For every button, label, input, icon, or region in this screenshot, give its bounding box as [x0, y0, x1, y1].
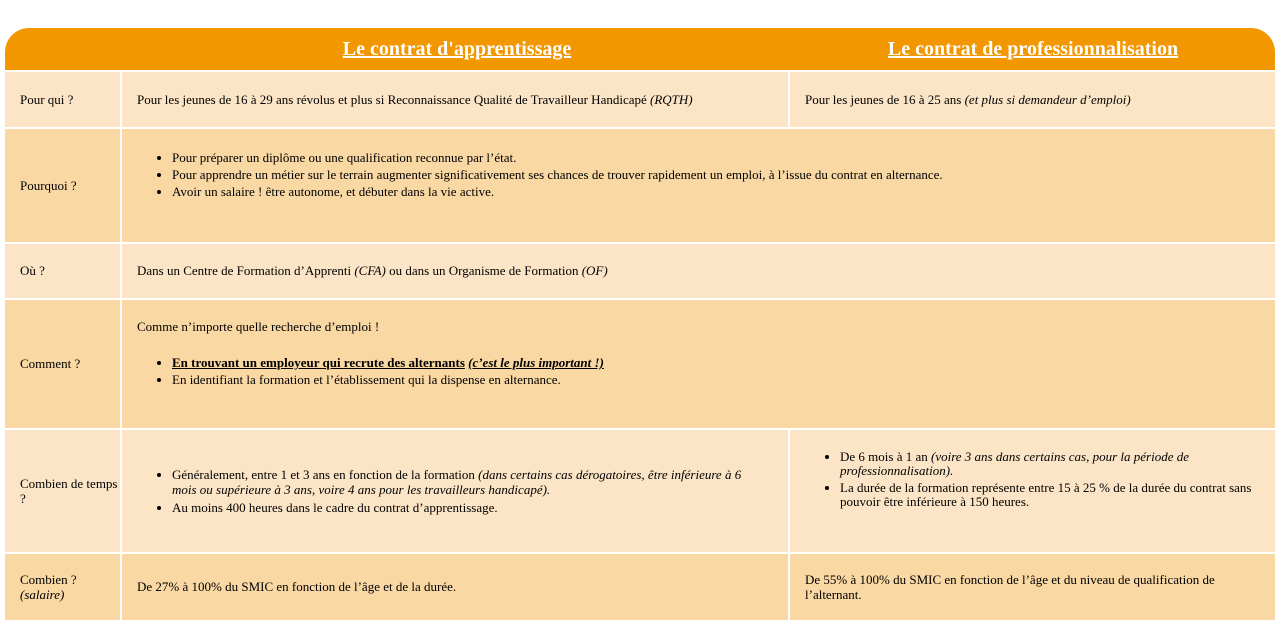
list-item: • Pour apprendre un métier sur le terrain augmenter significativement ses chances de trouver rapidement un emploi, à l’issue du contrat en alternance.: [172, 166, 1275, 183]
table-row: [5, 242, 1275, 298]
bullet-list: [137, 467, 788, 515]
cell-shared: [122, 129, 1275, 242]
cell-apprentissage: [122, 430, 790, 552]
list-item: • En identifiant la formation et l’établissement qui la dispense en alternance.: [172, 371, 1275, 388]
table-row: [5, 298, 1275, 428]
row-label: Pour qui ?: [5, 72, 122, 127]
cell-shared: Dans un Centre de Formation d’Apprenti (CFA) ou dans un Organisme de Formation (OF): [137, 263, 608, 278]
comparison-table: [5, 28, 1275, 620]
bullet-list: [137, 149, 1275, 200]
cell-apprentissage: Pour les jeunes de 16 à 29 ans révolus et plus si Reconnaissance Qualité de Travailleur Handicapé (RQTH): [122, 72, 790, 127]
row-label: Pourquoi ?: [5, 129, 122, 242]
table-row: [5, 127, 1275, 242]
bullet-list: [805, 450, 1275, 509]
table-header: [5, 28, 1275, 70]
header-professionnalisation: Le contrat de professionnalisation: [887, 38, 1179, 60]
table-row: [5, 428, 1275, 552]
list-item: • Au moins 400 heures dans le cadre du contrat d’apprentissage.: [172, 500, 768, 515]
list-item: • Pour préparer un diplôme ou une qualification reconnue par l’état.: [172, 149, 1275, 166]
list-item: • Avoir un salaire ! être autonome, et débuter dans la vie active.: [172, 183, 1275, 200]
bullet-list: [137, 354, 1275, 388]
cell-professionnalisation: De 55% à 100% du SMIC en fonction de l’âge et du niveau de qualification de l’alternant.: [805, 572, 1215, 602]
header-apprentissage: Le contrat d'apprentissage: [342, 38, 572, 60]
row-label: Comment ?: [5, 300, 122, 428]
list-item: • Généralement, entre 1 et 3 ans en fonction de la formation (dans certains cas dérogatoires, être inférieure à 6 mois ou supérieure à 3 ans, voire 4 ans pour les travailleurs handicapé).: [172, 467, 768, 497]
table-row: [5, 552, 1275, 620]
cell-professionnalisation: [790, 430, 1275, 552]
list-item: • En trouvant un employeur qui recrute des alternants (c’est le plus important !): [172, 354, 1275, 371]
list-item: • De 6 mois à 1 an (voire 3 ans dans certains cas, pour la période de professionnalisation).: [840, 450, 1255, 478]
table-row: [5, 70, 1275, 127]
cell-shared: [122, 300, 1275, 428]
list-item: • La durée de la formation représente entre 15 à 25 % de la durée du contrat sans pouvoir être inférieure à 150 heures.: [840, 481, 1255, 509]
row-label: Combien de temps ?: [5, 430, 122, 552]
comment-intro: Comme n’importe quelle recherche d’emploi !: [137, 319, 380, 334]
row-label: Où ?: [5, 244, 122, 298]
row-label: Combien ? (salaire): [5, 554, 122, 620]
cell-professionnalisation: Pour les jeunes de 16 à 25 ans (et plus si demandeur d’emploi): [805, 91, 1131, 107]
cell-apprentissage: De 27% à 100% du SMIC en fonction de l’âge et de la durée.: [122, 554, 790, 620]
